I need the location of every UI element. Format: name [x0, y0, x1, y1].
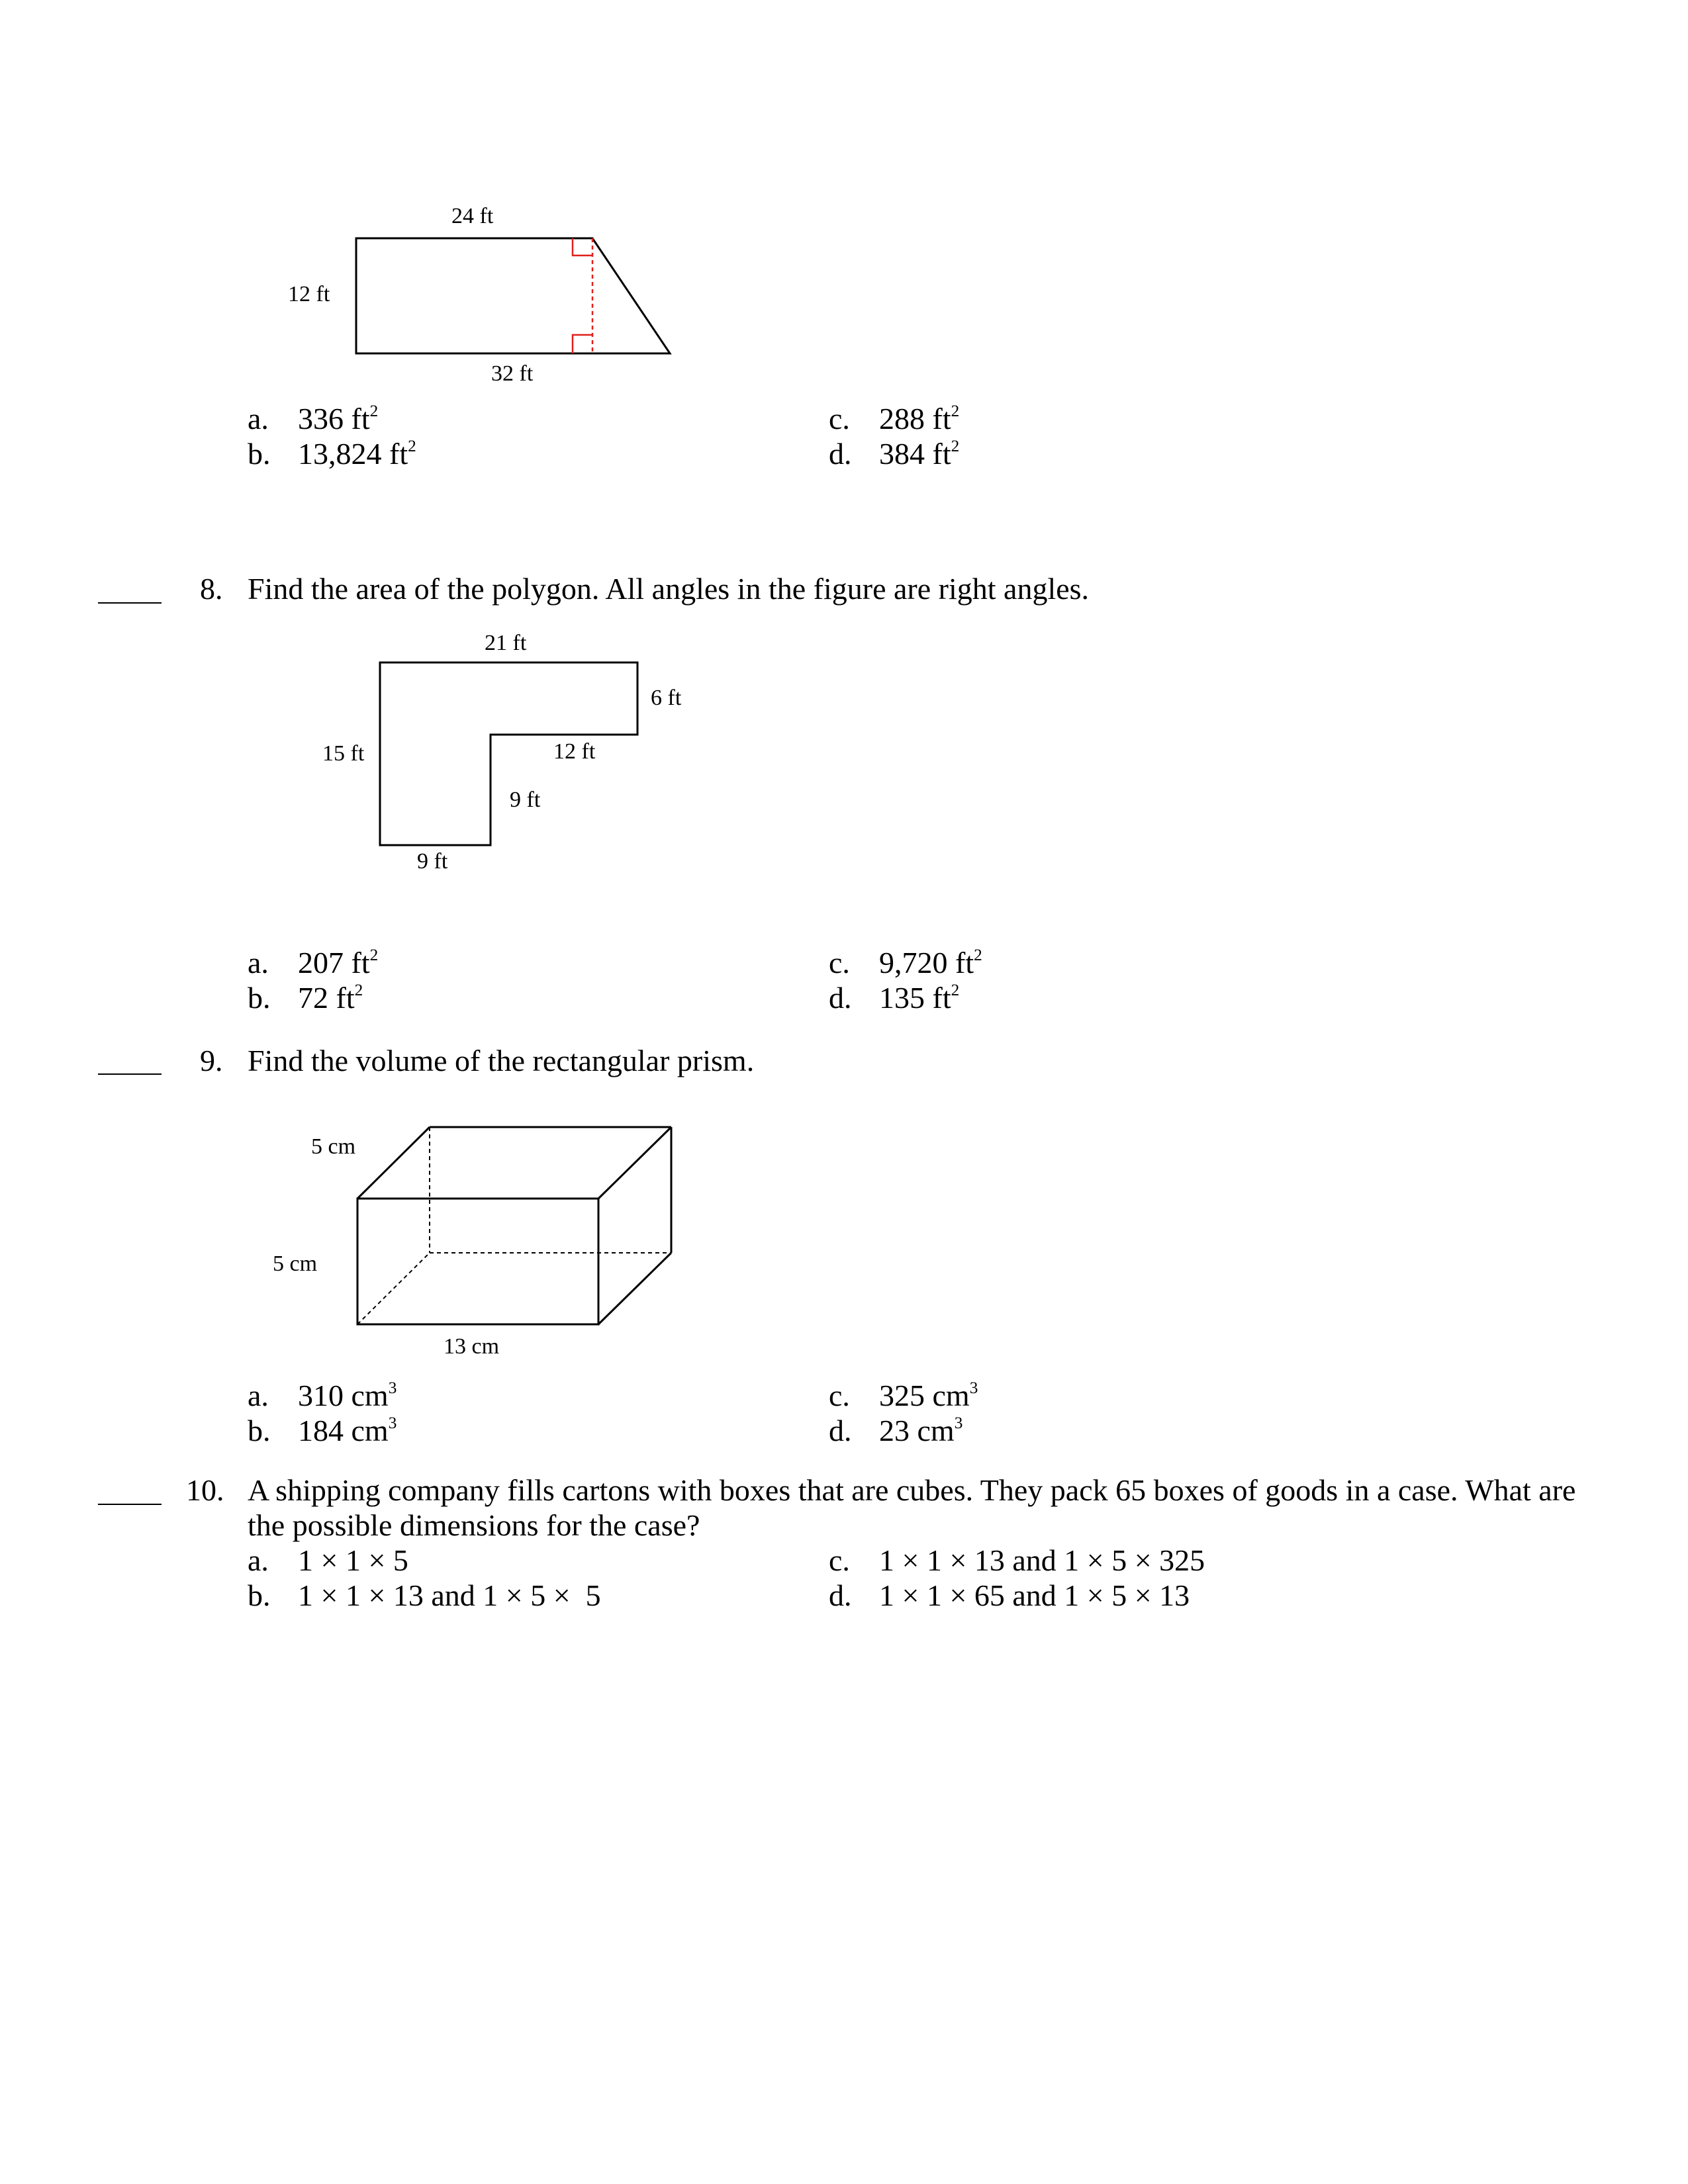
option-value: [298, 439, 416, 469]
q9-option-b[interactable]: [248, 1414, 397, 1447]
q9-prism-edge-top-right: [598, 1127, 671, 1199]
option-value: [298, 1416, 397, 1446]
exponent: 2: [369, 946, 379, 965]
option-value: 1 × 1 × 13 and 1 × 5 × 5: [298, 1578, 601, 1612]
q9-prism-edge-top-left: [357, 1127, 430, 1199]
option-letter: d.: [829, 437, 852, 471]
q7-label-bottom: 32 ft: [491, 361, 534, 386]
option-letter: b.: [248, 981, 271, 1015]
q8-option-a[interactable]: [248, 946, 379, 979]
q8-label-top: 21 ft: [485, 631, 527, 655]
option-value-text: 288 ft: [879, 402, 951, 435]
exponent: 2: [974, 946, 982, 965]
q9-number: 9.: [200, 1044, 223, 1077]
exponent: 2: [408, 437, 416, 456]
q10-number: 10.: [186, 1473, 224, 1507]
option-value: [879, 439, 959, 469]
q7-option-d[interactable]: [829, 437, 960, 471]
option-value: [879, 1416, 962, 1446]
q8-option-b[interactable]: [248, 981, 363, 1015]
option-value: [879, 948, 982, 978]
option-value-text: 207 ft: [298, 946, 370, 979]
option-value-text: 310 cm: [298, 1379, 389, 1412]
q7-right-angle-bottom-icon: [573, 335, 592, 353]
option-letter: c.: [829, 1543, 850, 1577]
q9-option-a[interactable]: [248, 1379, 397, 1412]
exponent: 3: [969, 1379, 978, 1398]
option-value: [298, 948, 378, 978]
option-letter: b.: [248, 1414, 271, 1447]
q10-answer-blank[interactable]: [98, 1504, 162, 1505]
option-value-text: 23 cm: [879, 1414, 955, 1447]
option-value: [298, 983, 363, 1013]
q7-trapezoid-figure: [356, 238, 670, 353]
q8-option-c[interactable]: [829, 946, 982, 979]
q7-option-b[interactable]: [248, 437, 416, 471]
q8-option-d[interactable]: [829, 981, 960, 1015]
option-letter: a.: [248, 1379, 269, 1412]
option-value: [298, 1381, 397, 1411]
q8-l-polygon-figure: [380, 662, 637, 845]
q7-label-top: 24 ft: [451, 204, 494, 228]
q9-label-length: 13 cm: [444, 1334, 500, 1359]
option-value-text: 72 ft: [298, 981, 355, 1015]
option-value-text: 184 cm: [298, 1414, 389, 1447]
option-value: [879, 1381, 978, 1411]
q8-label-left: 15 ft: [322, 741, 365, 766]
q7-trapezoid-shape: [356, 238, 670, 353]
exponent: 2: [951, 402, 960, 421]
q10-prompt-line-1: A shipping company fills cartons with boxes that are cubes. They pack 65 boxes of goods in a case. What are: [248, 1473, 1576, 1507]
q9-label-depth: 5 cm: [311, 1134, 356, 1159]
option-value-text: 9,720 ft: [879, 946, 974, 979]
exponent: 2: [369, 402, 379, 421]
option-letter: c.: [829, 1379, 850, 1412]
q9-prism-front-face: [357, 1199, 598, 1324]
q9-prompt: Find the volume of the rectangular prism.: [248, 1044, 755, 1077]
q10-prompt-line-2: the possible dimensions for the case?: [248, 1508, 700, 1542]
q8-number: 8.: [200, 572, 223, 606]
q7-option-c[interactable]: [829, 402, 960, 435]
q7-right-angle-top-icon: [573, 238, 592, 255]
q9-label-height: 5 cm: [273, 1251, 318, 1276]
q10-option-b[interactable]: [248, 1578, 601, 1612]
option-value-text: 135 ft: [879, 981, 951, 1015]
option-value: 1 × 1 × 5: [298, 1543, 408, 1577]
q9-option-d[interactable]: [829, 1414, 963, 1447]
option-value-text: 325 cm: [879, 1379, 970, 1412]
q9-answer-blank[interactable]: [98, 1073, 162, 1075]
exponent: 3: [388, 1379, 397, 1398]
q9-option-c[interactable]: [829, 1379, 978, 1412]
option-value-text: 384 ft: [879, 437, 951, 471]
option-letter: d.: [829, 1414, 852, 1447]
option-value: [298, 404, 378, 434]
exponent: 2: [951, 981, 960, 1000]
q10-option-a[interactable]: [248, 1543, 408, 1577]
option-value: 1 × 1 × 13 and 1 × 5 × 325: [879, 1543, 1205, 1577]
q9-prism-hidden-diagonal: [357, 1253, 430, 1324]
option-value: [879, 983, 959, 1013]
option-letter: a.: [248, 1543, 269, 1577]
q8-label-bottom: 9 ft: [417, 849, 448, 874]
option-value-text: 13,824 ft: [298, 437, 408, 471]
option-letter: b.: [248, 1578, 271, 1612]
q8-prompt: Find the area of the polygon. All angles in the figure are right angles.: [248, 572, 1090, 606]
q8-label-inner-top: 12 ft: [553, 739, 596, 764]
option-value: [879, 404, 959, 434]
q9-prism-hidden-edges: [357, 1127, 671, 1324]
exponent: 3: [388, 1414, 397, 1433]
option-letter: c.: [829, 946, 850, 979]
option-letter: c.: [829, 402, 850, 435]
q8-label-right: 6 ft: [651, 686, 682, 710]
q8-answer-blank[interactable]: [98, 602, 162, 604]
option-letter: a.: [248, 402, 269, 435]
q9-prism-edge-bottom-right: [598, 1253, 671, 1324]
option-value: 1 × 1 × 65 and 1 × 5 × 13: [879, 1578, 1190, 1612]
q8-label-inner-side: 9 ft: [510, 788, 541, 812]
q9-prism-figure: [357, 1127, 671, 1324]
option-letter: b.: [248, 437, 271, 471]
q7-label-left: 12 ft: [288, 282, 330, 306]
q7-option-a[interactable]: [248, 402, 379, 435]
option-value-text: 336 ft: [298, 402, 370, 435]
exponent: 2: [951, 437, 960, 456]
option-letter: d.: [829, 981, 852, 1015]
q10-option-d[interactable]: [829, 1578, 1190, 1612]
exponent: 2: [354, 981, 363, 1000]
q8-l-polygon-shape: [380, 662, 637, 845]
q10-option-c[interactable]: [829, 1543, 1205, 1577]
q7-height-marker: [573, 238, 592, 353]
exponent: 3: [954, 1414, 963, 1433]
option-letter: a.: [248, 946, 269, 979]
option-letter: d.: [829, 1578, 852, 1612]
